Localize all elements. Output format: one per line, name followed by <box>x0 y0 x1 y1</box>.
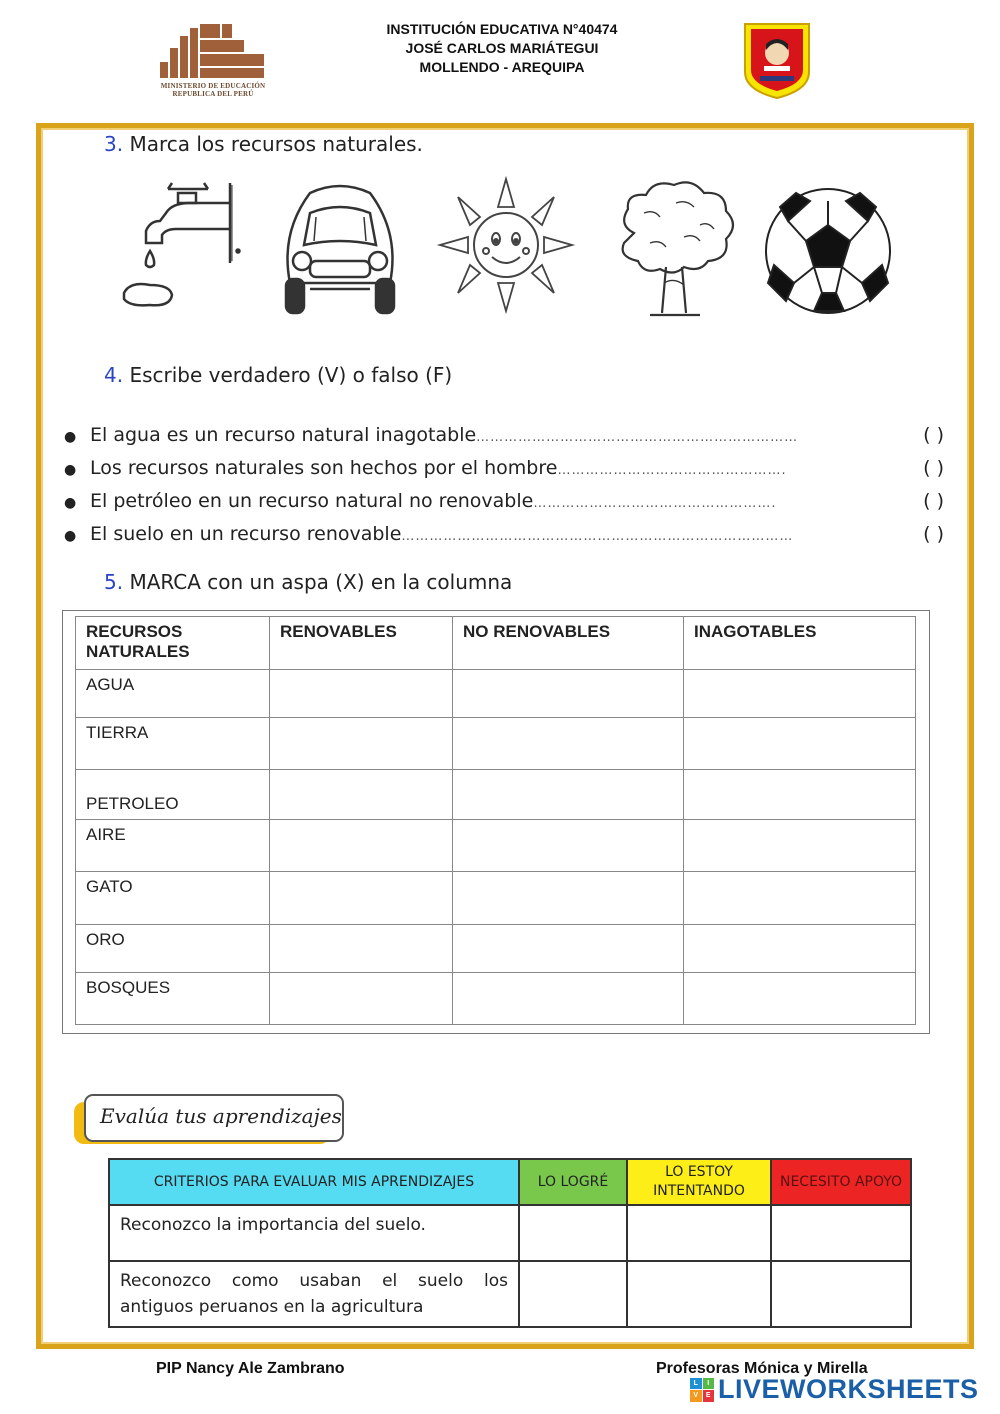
evaluation-row <box>109 1261 911 1327</box>
footer-right: Profesoras Mónica y Mirella <box>656 1360 868 1377</box>
answer-cell[interactable] <box>453 872 684 925</box>
row-label: GATO <box>76 872 270 925</box>
answer-cell[interactable] <box>684 820 916 872</box>
col-header-resources: RECURSOS NATURALES <box>76 617 270 670</box>
col-header-achieved: LO LOGRÉ <box>519 1159 627 1205</box>
school-crest <box>742 20 812 100</box>
answer-cell[interactable] <box>270 718 453 770</box>
school-line-2: JOSÉ CARLOS MARIÁTEGUI <box>405 40 599 56</box>
table-row <box>76 820 916 872</box>
evaluation-badge-text: Evalúa tus aprendizajes <box>100 1104 342 1128</box>
rating-cell[interactable] <box>627 1205 771 1261</box>
statement-text: El petróleo en un recurso natural no renovable <box>90 490 534 512</box>
answer-cell[interactable] <box>684 718 916 770</box>
logo-letter: I <box>703 1378 715 1390</box>
footer-left: PIP Nancy Ale Zambrano <box>156 1360 345 1377</box>
table-row <box>76 670 916 718</box>
answer-cell[interactable] <box>270 872 453 925</box>
liveworksheets-logo-icon <box>690 1378 714 1402</box>
answer-cell[interactable] <box>684 770 916 820</box>
statement-list <box>64 420 944 552</box>
answer-cell[interactable] <box>270 820 453 872</box>
rating-cell[interactable] <box>519 1261 627 1327</box>
faucet-icon[interactable] <box>110 173 250 323</box>
dot-leader: …………………………………………. <box>557 463 787 478</box>
rating-cell[interactable] <box>771 1205 911 1261</box>
answer-cell[interactable] <box>270 670 453 718</box>
row-label: AGUA <box>76 670 270 718</box>
liveworksheets-brand[interactable] <box>690 1374 979 1405</box>
school-line-1: INSTITUCIÓN EDUCATIVA N°40474 <box>386 21 618 37</box>
answer-cell[interactable] <box>453 718 684 770</box>
question-3-title <box>104 132 423 156</box>
answer-blank[interactable]: ( ) <box>923 424 944 446</box>
bullet: ● <box>64 495 77 511</box>
liveworksheets-wordmark: LIVEWORKSHEETS <box>718 1374 979 1404</box>
answer-cell[interactable] <box>453 820 684 872</box>
answer-blank[interactable]: ( ) <box>923 457 944 479</box>
row-label: PETROLEO <box>76 770 270 820</box>
question-4-title <box>104 363 452 387</box>
question-5-number: 5. <box>104 570 124 594</box>
question-5-text: MARCA con un aspa (X) en la columna <box>129 570 513 594</box>
answer-cell[interactable] <box>270 973 453 1025</box>
col-header-criteria: CRITERIOS PARA EVALUAR MIS APRENDIZAJES <box>109 1159 519 1205</box>
answer-cell[interactable] <box>453 670 684 718</box>
bullet: ● <box>64 462 77 478</box>
statement-item <box>64 453 944 486</box>
statement-text: El agua es un recurso natural inagotable <box>90 424 477 446</box>
dot-leader: ………………………………………………………………………… <box>401 529 794 544</box>
table-header-row <box>76 617 916 670</box>
question-4-text: Escribe verdadero (V) o falso (F) <box>129 363 453 387</box>
car-icon[interactable] <box>270 173 410 323</box>
evaluation-row <box>109 1205 911 1261</box>
answer-cell[interactable] <box>453 973 684 1025</box>
question-3-number: 3. <box>104 132 124 156</box>
bullet: ● <box>64 429 77 445</box>
answer-cell[interactable] <box>453 770 684 820</box>
row-label: AIRE <box>76 820 270 872</box>
col-header-inexhaustible: INAGOTABLES <box>684 617 916 670</box>
answer-cell[interactable] <box>684 973 916 1025</box>
rating-cell[interactable] <box>627 1261 771 1327</box>
question-5-title <box>104 570 512 594</box>
answer-cell[interactable] <box>270 770 453 820</box>
criterion-line-1: Reconozco como usaban el suelo los <box>120 1271 508 1291</box>
col-header-renewable: RENOVABLES <box>270 617 453 670</box>
statement-text: El suelo en un recurso renovable <box>90 523 402 545</box>
sun-icon[interactable] <box>436 173 576 323</box>
logo-letter: V <box>690 1390 702 1402</box>
table-row <box>76 925 916 973</box>
soccer-ball-icon[interactable] <box>760 173 900 323</box>
evaluation-badge <box>84 1094 344 1142</box>
statement-item <box>64 519 944 552</box>
dot-leader: ……………………………………………. <box>533 496 777 511</box>
answer-cell[interactable] <box>684 925 916 973</box>
criterion-line-2: antiguos peruanos en la agricultura <box>120 1297 424 1317</box>
statement-item <box>64 486 944 519</box>
dot-leader: …………………………………………………………… <box>476 430 799 445</box>
statement-text: Los recursos naturales son hechos por el hombre <box>90 457 558 479</box>
row-label: BOSQUES <box>76 973 270 1025</box>
school-name <box>320 20 684 77</box>
col-header-non-renewable: NO RENOVABLES <box>453 617 684 670</box>
question-4-number: 4. <box>104 363 124 387</box>
table-row <box>76 718 916 770</box>
rating-cell[interactable] <box>519 1205 627 1261</box>
answer-blank[interactable]: ( ) <box>923 523 944 545</box>
evaluation-table <box>108 1158 912 1328</box>
criterion-text: Reconozco la importancia del suelo. <box>109 1205 519 1261</box>
answer-blank[interactable]: ( ) <box>923 490 944 512</box>
answer-cell[interactable] <box>270 925 453 973</box>
rating-cell[interactable] <box>771 1261 911 1327</box>
table-row <box>76 973 916 1025</box>
answer-cell[interactable] <box>684 670 916 718</box>
row-label: TIERRA <box>76 718 270 770</box>
logo-letter: L <box>690 1378 702 1390</box>
tree-icon[interactable] <box>604 173 744 323</box>
ministry-line-2: REPUBLICA DEL PERÚ <box>172 90 254 98</box>
ministry-logo <box>158 22 268 108</box>
statement-item <box>64 420 944 453</box>
bullet: ● <box>64 528 77 544</box>
criterion-text <box>109 1261 519 1327</box>
evaluation-header-row <box>109 1159 911 1205</box>
col-header-trying: LO ESTOY INTENTANDO <box>627 1159 771 1205</box>
answer-cell[interactable] <box>684 872 916 925</box>
question-3-text: Marca los recursos naturales. <box>129 132 423 156</box>
table-row <box>76 872 916 925</box>
answer-cell[interactable] <box>453 925 684 973</box>
school-line-3: MOLLENDO - AREQUIPA <box>419 59 585 75</box>
logo-letter: E <box>703 1390 715 1402</box>
resource-table <box>75 616 916 1025</box>
col-header-need-help: NECESITO APOYO <box>771 1159 911 1205</box>
row-label: ORO <box>76 925 270 973</box>
table-row <box>76 770 916 820</box>
ministry-line-1: MINISTERIO DE EDUCACIÓN <box>160 82 266 90</box>
